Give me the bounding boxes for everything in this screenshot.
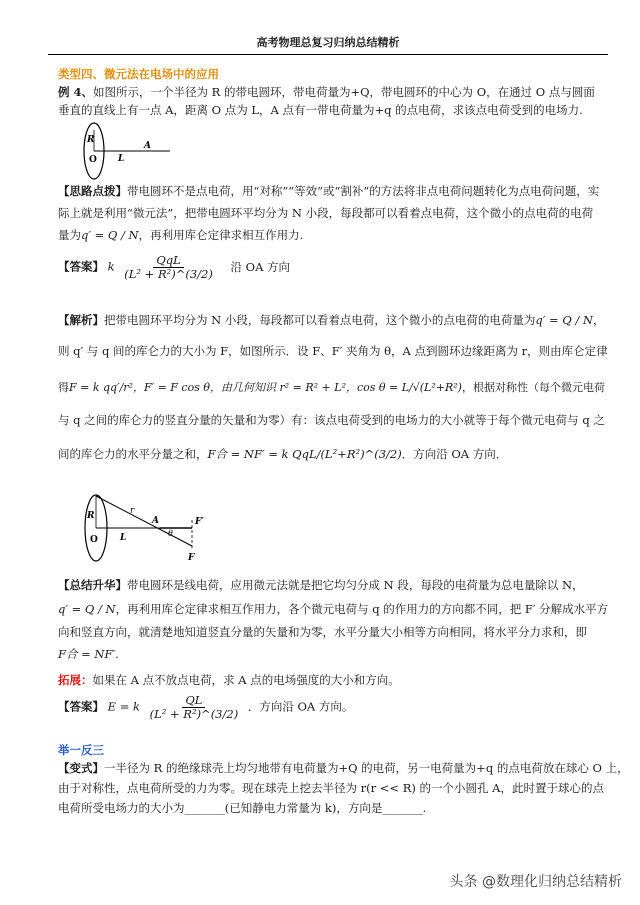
label-L-2: L <box>120 533 127 543</box>
answer-1-label: 【答案】 <box>58 259 104 274</box>
summary-line-4: F合 = NF′. <box>58 647 119 661</box>
analysis-text-5a: 间的库仑力的水平分量之和， <box>58 447 208 461</box>
example-label: 例 4、 <box>58 85 94 99</box>
practice-line-3: 电荷所受电场力的大小为_______(已知静电力常量为 k)，方向是_______. <box>58 801 427 815</box>
label-F: F <box>188 553 195 563</box>
hint-line-3 <box>58 227 303 243</box>
answer-1-k: k <box>107 259 115 274</box>
answer-1-fraction <box>121 254 216 281</box>
label-A: A <box>144 141 151 151</box>
answer-2 <box>58 694 353 721</box>
analysis-formula-3b: ，F′ = F cos θ，由几何知识 r² = R² + L²，cos θ = L/√(L²+R²) <box>132 381 462 394</box>
summary-text-2: ，再利用库仑定律求相互作用力，各个微元电荷与 q 的作用力的方向都不同，把 F′ 分解成水平方 <box>115 602 609 616</box>
label-L: L <box>118 154 125 164</box>
analysis-label: 【解析】 <box>58 313 104 327</box>
analysis-formula-3a: F = k qq′/r² <box>69 381 133 394</box>
label-F1: F′ <box>195 517 204 527</box>
hint-text-3b: ，再利用库仑定律求相互作用力. <box>138 228 304 242</box>
answer-2-fraction <box>147 694 242 721</box>
summary-line-3: 向和竖直方向，就清楚地知道竖直分量的矢量和为零，水平分量大小相等方向相同，将水平分力求和，即 <box>58 625 587 639</box>
hint-line-2: 际上就是利用“微元法”，把带电圆环平均分为 N 小段，每段都可以看着点电荷，这个微小的点电荷的电荷 <box>58 206 594 220</box>
label-r: r <box>130 506 135 516</box>
label-A-2: A <box>152 516 159 526</box>
practice-title: 举一反三 <box>58 743 104 757</box>
label-R-2: R <box>87 511 95 521</box>
summary-formula-2: q′ = Q / N <box>58 602 116 616</box>
example-line-2: 垂直的直线上有一点 A，距离 O 点为 L，A 点有一带电荷量为+q 的点电荷，求该点电荷受到的电场力. <box>58 103 583 117</box>
answer-1-denominator: (L² + R²)^(3/2) <box>124 267 213 281</box>
figure-ring-diagram <box>80 120 180 182</box>
label-theta: θ <box>168 529 173 538</box>
watermark: 头条 @数理化归纳总结精析 <box>449 874 622 890</box>
r-line <box>96 496 192 546</box>
label-R: R <box>87 135 95 145</box>
analysis-line-4: 与 q 之间的库仑力的竖直分量的矢量和为零）有：该点电荷受到的电场力的大小就等于每个微元电荷与 q 之 <box>58 413 605 427</box>
hint-text-1: 带电圆环不是点电荷，用“对称”“等效”或“割补”的方法将非点电荷问题转化为点电荷问题，实 <box>127 184 600 198</box>
answer-2-numerator: QL <box>182 694 205 708</box>
example-line-1 <box>58 84 595 100</box>
summary-text-1: 带电圆环是线电荷，应用微元法就是把它均匀分成 N 段，每段的电荷量为总电量除以 N， <box>127 578 584 592</box>
hint-label: 【思路点拨】 <box>58 184 127 198</box>
answer-1-direction: 沿 OA 方向 <box>230 259 291 274</box>
summary-label: 【总结升华】 <box>58 578 127 592</box>
answer-2-label: 【答案】 <box>58 699 104 714</box>
extension-label: 拓展： <box>58 673 93 687</box>
answer-1 <box>58 254 290 281</box>
practice-line-1 <box>58 760 629 776</box>
practice-text-1: 一半径为 R 的绝缘球壳上均匀地带有电荷量为+Q 的电荷，另一电荷量为+q 的点电荷放在球心 O 上， <box>104 761 629 775</box>
analysis-line-2: 则 q′ 与 q 间的库仑力的大小为 F，如图所示．设 F、F′ 夹角为 θ，A 点到圆环边缘距离为 r，则由库仑定律 <box>58 344 608 358</box>
analysis-formula-1: q′ = Q / N <box>535 313 593 327</box>
analysis-text-5b: ．方向沿 OA 方向． <box>401 447 508 461</box>
figure-force-diagram <box>80 490 230 570</box>
answer-1-numerator: QqL <box>153 254 183 268</box>
section-title: 类型四、微元法在电场中的应用 <box>58 67 219 81</box>
analysis-text-1a: 把带电圆环平均分为 N 小段，每段都可以看着点电荷，这个微小的点电荷的电荷量为 <box>104 313 536 327</box>
analysis-line-1 <box>58 312 604 328</box>
answer-2-direction: ．方向沿 OA 方向。 <box>247 699 354 714</box>
analysis-text-3b: ，根据对称性（每个微元电荷 <box>461 381 605 394</box>
hint-line-1 <box>58 183 599 199</box>
extension-line <box>58 672 400 688</box>
page-header: 高考物理总复习归纳总结精析 <box>48 34 608 55</box>
summary-line-1 <box>58 577 584 593</box>
practice-line-2: 由于对称性，点电荷所受的力为零。现在球壳上挖去半径为 r(r << R) 的一个小圆孔 A，此时置于球心的点 <box>58 781 604 795</box>
analysis-formula-5: F合 = NF′ = k QqL/(L²+R²)^(3/2) <box>207 447 402 461</box>
answer-2-prefix: E = k <box>107 699 140 714</box>
analysis-line-3 <box>58 380 605 396</box>
summary-line-2 <box>58 601 608 617</box>
practice-label: 【变式】 <box>58 761 104 775</box>
example-text-1: 如图所示，一个半径为 R 的带电圆环，带电荷量为+Q，带电圆环的中心为 O，在通过 O 点与圆面 <box>93 85 595 99</box>
analysis-line-5 <box>58 446 507 462</box>
label-O-2: O <box>90 535 98 545</box>
label-O: O <box>89 155 97 165</box>
answer-2-denominator: (L² + R²)^(3/2) <box>149 707 239 721</box>
hint-formula: q′ = Q / N <box>81 228 139 242</box>
analysis-text-1b: ， <box>592 313 605 327</box>
extension-text: 如果在 A 点不放点电荷，求 A 点的电场强度的大小和方向。 <box>92 673 400 687</box>
hint-text-3a: 量为 <box>58 228 81 242</box>
analysis-text-3a: 得 <box>58 381 69 394</box>
